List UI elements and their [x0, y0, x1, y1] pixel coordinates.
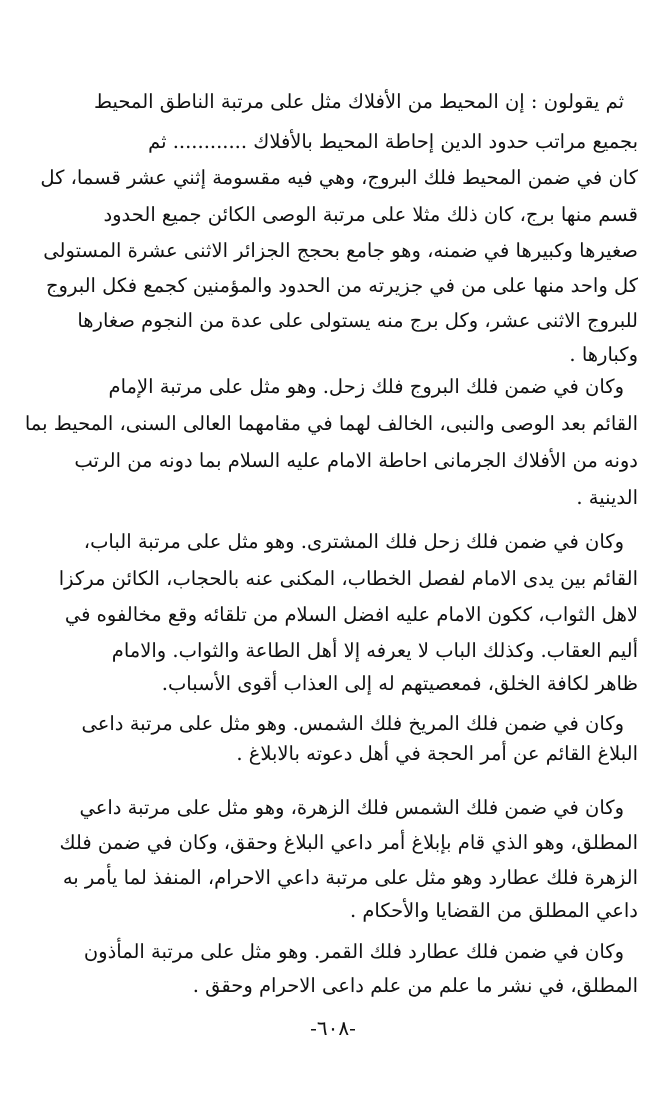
- text-line: وكبارها .: [569, 343, 638, 366]
- text-line: المطلق، في نشر ما علم من علم داعى الاحرام وحقق .: [192, 974, 638, 997]
- text-line: داعي المطلق من القضايا والأحكام .: [349, 899, 638, 922]
- text-line: لاهل الثواب، ككون الامام عليه افضل السلام من تلقائه وقع مخالفوه في: [64, 603, 638, 626]
- text-line: القائم بعد الوصى والنبى، الخالف لهما في مقامهما العالى السنى، المحيط بما: [24, 412, 638, 435]
- text-line: للبروج الاثنى عشر، وكل برج منه يستولى على عدة من النجوم صغارها: [77, 309, 638, 332]
- text-line: الدينية .: [576, 486, 638, 509]
- text-line: وكان في ضمن فلك البروج فلك زحل. وهو مثل على مرتبة الإمام: [108, 375, 624, 398]
- text-line: وكان في ضمن فلك زحل فلك المشترى. وهو مثل على مرتبة الباب،: [83, 530, 624, 553]
- text-line: قسم منها برج، كان ذلك مثلا على مرتبة الوصى الكائن جميع الحدود: [103, 203, 638, 226]
- text-line: القائم بين يدى الامام لفصل الخطاب، المكنى عنه بالحجاب، الكائن مركزا: [58, 567, 638, 590]
- text-line: دونه من الأفلاك الجرمانى احاطة الامام عليه السلام بما دونه من الرتب: [74, 449, 638, 472]
- text-line: صغيرها وكبيرها في ضمنه، وهو جامع بحجج الجزائر الاثنى عشرة المستولى: [43, 239, 638, 262]
- text-line: وكان في ضمن فلك الشمس فلك الزهرة، وهو مثل على مرتبة داعي: [79, 796, 624, 819]
- text-line: ثم يقولون : إن المحيط من الأفلاك مثل على مرتبة الناطق المحيط: [93, 90, 624, 113]
- text-line: كان في ضمن المحيط فلك البروج، وهي فيه مقسومة إثني عشر قسما، كل: [40, 166, 638, 189]
- text-line: البلاغ القائم عن أمر الحجة في أهل دعوته بالابلاغ .: [236, 742, 638, 765]
- page-number: -٦٠٨-: [310, 1016, 356, 1040]
- text-line: بجميع مراتب حدود الدين إحاطة المحيط بالأفلاك ............ ثم: [148, 130, 638, 153]
- text-line: المطلق، وهو الذي قام بإبلاغ أمر داعي البلاغ وحقق، وكان في ضمن فلك: [59, 831, 638, 854]
- text-line: وكان في ضمن فلك عطارد فلك القمر. وهو مثل على مرتبة المأذون: [83, 940, 624, 963]
- text-line: ظاهر لكافة الخلق، فمعصيتهم له إلى العذاب أقوى الأسباب.: [161, 672, 638, 695]
- text-line: الزهرة فلك عطارد وهو مثل على مرتبة داعي الاحرام، المنفذ لما يأمر به: [62, 866, 638, 889]
- text-line: أليم العقاب. وكذلك الباب لا يعرفه إلا أهل الطاعة والثواب. والامام: [111, 639, 638, 662]
- text-line: كل واحد منها على من في جزيرته من الحدود والمؤمنين كجمع فكل البروج: [45, 274, 638, 297]
- text-line: وكان في ضمن فلك المريخ فلك الشمس. وهو مثل على مرتبة داعى: [81, 712, 624, 735]
